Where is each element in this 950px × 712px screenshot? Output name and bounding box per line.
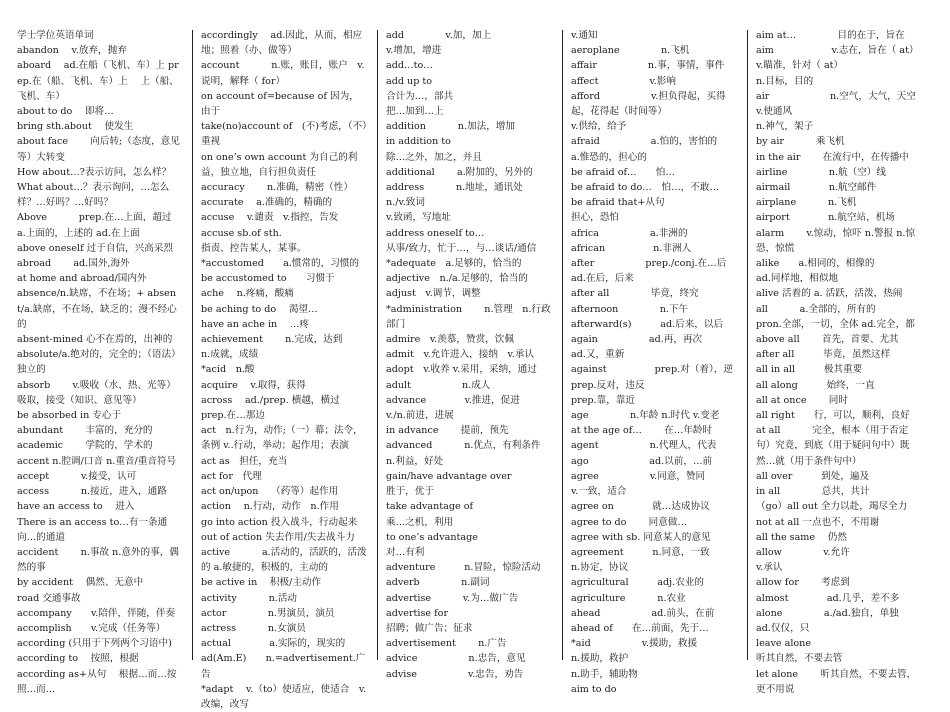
vocab-entry: alarm v.惊动，惊吓 n.警报 n.惊恐，惊慌 [756,227,916,254]
vocab-entry: agree with sb. 同意某人的意见 [571,531,711,543]
vocab-entry: be afraid to do… 怕…，不敢… [571,182,720,194]
vocab-entry: actress n.女演员 [201,622,306,634]
vocab-entry: leave alone [756,638,812,650]
vocab-entry: advanced n.优点，有利条件 [386,440,541,452]
vocab-entry: all over 到处，遍及 [756,470,870,482]
vocab-entry: accept v.接受，认可 [17,470,137,482]
vocab-entry: all in all 极其重要 [756,364,863,376]
vocab-entry: actual a.实际的，现实的 [201,638,346,650]
vocab-entry: ahead of 在…前面，先于… [571,622,709,634]
vocab-entry: africa a.非洲的 [571,227,688,239]
vocab-entry: road 交通事故 [17,592,81,604]
vocab-entry: 胜于，优于 [386,486,434,498]
vocab-entry: v.致函，写地址 [386,212,451,224]
vocab-entry: agree v.同意，赞同 [571,470,706,482]
vocab-entry: gain/have advantage over [386,470,512,482]
vocab-entry: not at all 一点也不，不用谢 [756,516,880,528]
vocab-entry: at home and abroad/国内外 [17,273,147,285]
vocab-entry: to one’s advantage [386,531,478,543]
vocab-entry: agree to do 同意做… [571,516,688,528]
vocab-entry: n.目标，目的 [756,75,814,87]
vocab-entry: There is an access to…有一条通向…的通道 [17,516,168,543]
vocab-entry: a.惟恐的，担心的 [571,151,647,163]
vocab-entry: agreement n.同意，一致 [571,546,710,558]
vocab-entry: above all 首先，首要、尤其 [756,334,899,346]
vocab-entry: act for 代理 [201,470,262,482]
vocab-entry: v.增加，增进 [386,45,442,57]
vocab-entry: *adequate a.足够的，恰当的 [386,258,522,270]
vocab-entry: accident n.事故 n.意外的事，偶然的事 [17,546,179,574]
vocab-entry: aim at… 目的在于，旨在 [756,30,905,41]
vocab-entry: v.瞄准，针对（ at） [756,60,844,72]
vocab-entry: accomplish v.完成（任务等） [17,622,166,634]
vocab-entry: aim to do [571,683,617,695]
vocab-entry: adventure n.冒险，惊险活动 [386,562,541,574]
vocab-entry: adult n.成人 [386,379,491,391]
vocab-entry: after all 毕竟，终究 [571,288,699,300]
vocab-column-1 [17,28,183,695]
vocab-entry: agricultural adj.农业的 [571,577,704,589]
vocab-entry: in the air 在流行中，在传播中 [756,151,910,163]
vocab-entry: 听其自然，不要去管 [756,653,843,665]
vocab-entry: aboard ad.在船（飞机、车）上 prep.在（船、飞机、车）上 上（船、飞机、车） [17,60,179,102]
vocab-entry: again ad.再，再次 [571,334,703,346]
vocab-entry: afford v.担负得起，买得起，花得起（时间等） [571,90,726,118]
vocab-entry: Above prep.在…上面，超过 a.上面的，上述的 ad.在上面 [17,212,172,239]
vocab-entry: add v.加，加上 [386,30,492,41]
vocab-entry: have an ache in …疼 [201,318,310,330]
vocab-column-4 [571,28,737,695]
vocab-entry: bring sth.about 使发生 [17,121,134,133]
vocab-entry: after prep./conj.在…后 [571,258,727,270]
vocab-entry: academic 学院的，学术的 [17,440,153,452]
vocab-entry: prep.在…那边 [201,410,265,422]
vocab-entry: act n.行为，动作;（一）幕；法令，条例 v..行动，举动；起作用；表演 [201,425,363,452]
vocab-entry: 担心，恐怕 [571,212,619,224]
vocab-entry: prep.靠，靠近 [571,394,635,406]
vocab-entry: about to do 即将… [17,106,114,118]
vocab-entry: 招聘；做广告；征求 [386,622,473,634]
vocab-entry: at all 完全，根本（用于否定句）究竟，到底（用于疑问句中）既然…就（用于条件句中） [756,425,910,467]
vocab-entry: by air 乘飞机 [756,136,845,148]
vocab-entry: n.利益，好处 [386,455,444,467]
vocab-entry: out of action 失去作用/失去战斗力 [201,531,355,543]
vocab-entry: about face 向后转;（态度，意见等）大转变 [17,136,180,163]
vocab-entry: n.助手，辅助物 [571,668,638,680]
vocab-entry: agriculture n.农业 [571,592,686,604]
vocab-entry: airmail n.航空邮件 [756,182,877,194]
vocab-entry: affair n.事，事情，事件 [571,60,725,72]
vocab-entry: advertise for [386,607,449,619]
vocab-entry: active a.活动的，活跃的，活泼的 a.敏捷的，积极的，主动的 [201,546,367,574]
vocab-entry: n.援助，救护 [571,653,629,665]
vocab-column-5 [756,28,922,695]
vocab-entry: access n.接近，进入，通路 [17,486,167,498]
vocab-entry: be accustomed to 习惯于 [201,273,335,285]
vocab-entry: agent n.代理人，代表 [571,440,717,452]
vocab-entry: accordingly ad.因此，从而，相应地；照着（办、做等） [201,30,363,57]
vocab-entry: v./n.前进，进展 [386,410,454,422]
vocab-entry: according to 按照，根据 [17,653,139,665]
vocab-entry: all right 行，可以，顺利，良好 [756,410,910,422]
vocab-entry: v.供给，给予 [571,121,627,133]
vocab-entry: absolute/a.绝对的，完全的；（语法）独立的 [17,349,181,376]
vocab-entry: allow for 考虑到 [756,577,850,589]
vocab-entry: add…to… [386,60,433,72]
vocab-entry: v.使通风 [756,106,793,118]
vocab-entry: have an access to 进入 [17,501,135,513]
vocab-entry: action n.行动，动作 n.作用 [201,501,339,513]
vocab-entry: 对…有利 [386,546,425,558]
vocab-entry: on account of=because of 因为，由于 [201,90,359,118]
vocab-entry: account n.账，账目，账户 v.说明，解释（ for） [201,60,365,87]
vocab-entry: ache n.疼痛，酸痛 [201,288,294,300]
vocab-entry: all the same 仍然 [756,531,847,543]
vocab-entry: advise v.忠告，劝告 [386,668,524,680]
vocab-entry: accent n.腔调/口音 n.重音/重音符号 [17,455,177,467]
vocab-entry: pron.全部，一切，全体 ad.完全，都 [756,318,915,330]
vocab-entry: according as+从句 根据…而…按照…而… [17,668,177,695]
vocab-entry: abroad ad.国外,海外 [17,258,130,270]
column-divider [192,30,193,660]
vocab-entry: afraid a.怕的，害怕的 [571,136,718,148]
vocab-entry: in advance 提前，预先 [386,425,509,437]
vocab-entry: 把…加到…上 [386,106,444,118]
vocab-entry: admire v.羡慕，赞赏，饮佩 [386,334,514,346]
vocab-entry: in all 总共，共计 [756,486,870,498]
vocab-entry: activity n.活动 [201,592,298,604]
vocab-entry: advertise v.为…做广告 [386,592,519,604]
vocab-entry: add up to [386,75,433,87]
vocab-entry: （go）all out 全力以赴，竭尽全力 [756,501,908,513]
vocab-entry: address n.地址，通讯处 [386,182,523,194]
vocab-entry: ad(Am.E) n.=advertisement.广告 [201,653,366,680]
vocab-entry: 从事/致力，忙于…，与…谈话/通信 [386,242,537,254]
vocab-entry: ad.在后，后来 [571,273,634,285]
vocab-entry: alike a.相同的，相像的 [756,258,875,270]
vocab-entry: acquire v.取得，获得 [201,379,306,391]
vocab-entry: ad.同样地，相似地 [756,273,839,285]
vocab-entry: 合计为…，部共 [386,90,454,102]
vocab-entry: accuse v.谴责 v.指控，告发 [201,212,339,224]
vocab-entry: accuracy n.准确，精密（性） [201,182,353,194]
vocab-entry: How about…?表示访问，怎么样？ [17,166,172,178]
vocab-entry: achievement n.完成，达到 [201,334,343,346]
vocab-entry: afterward(s) ad.后来，以后 [571,318,724,330]
vocab-entry: by accident 偶然、无意中 [17,577,144,589]
vocab-entry: absent-mined 心不在焉的，出神的 [17,334,173,346]
vocab-entry: addition n.加法，增加 [386,121,515,133]
vocab-entry: abundant 丰富的，充分的 [17,425,153,437]
vocab-entry: act on/upon （药等）起作用 [201,486,339,498]
vocab-entry: accompany v.陪伴，伴随，伴奏 [17,607,176,619]
vocab-entry: all along 始终，一直 [756,379,875,391]
vocab-entry: advance v.推进，促进 [386,394,520,406]
vocab-entry: 学士学位英语单词 [17,30,94,41]
vocab-entry: across ad./prep. 横越，横过 [201,394,340,406]
vocab-entry: abandon v.放弃，抛弃 [17,45,127,57]
vocab-entry: 除…之外，加之，并且 [386,151,482,163]
vocab-entry: ahead ad.前头，在前 [571,607,715,619]
vocab-entry: agree on 就…达成协议 [571,501,710,513]
vocab-entry: airplane n.飞机 [756,197,857,209]
vocab-entry: 指责、控告某人，某事。 [201,242,307,254]
vocab-entry: advice n.忠告，意见 [386,653,526,665]
vocab-entry: act as 担任，充当 [201,455,288,467]
vocab-entry: n./v.致词 [386,197,425,209]
vocab-entry: affect v.影响 [571,75,676,87]
vocab-entry: adverb n.副词 [386,577,490,589]
vocab-entry: advertisement n.广告 [386,638,507,650]
vocab-column-2 [201,28,367,710]
vocab-entry: be absorbed in 专心于 [17,410,122,422]
vocab-entry: almost ad.几乎，差不多 [756,592,900,604]
vocab-entry: adopt v.收养 v.采用，采纳，通过 [386,364,537,376]
vocab-entry: v.一致，适合 [571,486,627,498]
vocab-entry: aim v.志在，旨在（ at） [756,45,919,57]
vocab-entry: What about…？表示询问，…怎么样？…好吗？…好吗？ [17,182,170,209]
vocab-entry: *acid n.酸 [201,364,255,376]
vocab-entry: on one’s own account 为自己的利益，独立地，自行担负责任 [201,151,358,178]
vocab-entry: according (只用于下列两个习语中) [17,638,172,650]
vocab-entry: be afraid that+从句 [571,197,665,209]
vocab-entry: adjust v.调节，调整 [386,288,481,300]
vocab-entry: *accustomed a.惯常的，习惯的 [201,258,360,270]
vocab-column-3 [386,28,552,680]
vocab-entry: air n.空气，大气，天空 [756,90,916,102]
vocab-entry: n.成就，成绩 [201,349,259,361]
vocab-entry: ad.又，重新 [571,349,625,361]
vocab-entry: actor n.男演员，演员 [201,607,335,619]
column-divider [747,30,748,660]
vocab-entry: be aching to do 渴望… [201,303,318,315]
vocab-entry: alive 活着的 a. 活跃，活泼，热闹 [756,288,903,300]
vocab-entry: alone a./ad.独自，单独 [756,607,899,619]
vocab-entry: all a.全部的，所有的 [756,303,876,315]
vocab-entry: absorb v.吸收（水、热、光等）吸取，接受（知识、意见等） [17,379,176,406]
vocab-entry: accuse sb.of sth. [201,227,282,239]
vocab-entry: *administration n.管理 n.行政部门 [386,303,551,330]
vocab-entry: 乘…之机，利用 [386,516,454,528]
vocab-entry: in addition to [386,136,451,148]
vocab-entry: age n.年龄 n.时代 v.变老 [571,410,720,422]
vocab-entry: let alone 听其自然，不要去管，更不用说 [756,668,917,695]
vocab-entry: adjective n./a.足够的，恰当的 [386,273,528,285]
vocab-entry: african n.非洲人 [571,242,692,254]
vocab-entry: *adapt v.（to）使适应，使适合 v.改编，改写 [201,683,367,710]
vocab-entry: take advantage of [386,501,474,513]
vocab-entry: n.神气，架子 [756,121,814,133]
vocab-entry: be afraid of… 怕… [571,166,675,178]
vocab-entry: ago ad.以前，…前 [571,455,713,467]
vocab-entry: address oneself to… [386,227,485,239]
vocab-entry: all at once 同时 [756,394,848,406]
vocab-entry: afternoon n.下午 [571,303,689,315]
vocab-entry: allow v.允许 [756,546,850,558]
vocab-entry: be active in 积极/主动作 [201,577,322,589]
vocab-entry: aeroplane n.飞机 [571,45,690,57]
vocab-entry: additional a.附加的，另外的 [386,166,533,178]
vocab-entry: v.通知 [571,30,598,41]
vocab-entry: against prep.对（着），逆 [571,364,733,376]
vocab-entry: admit v.允许进入，接纳 v.承认 [386,349,535,361]
vocab-entry: go into action 投入战斗，行动起来 [201,516,358,528]
vocab-entry: v.承认 [756,562,783,574]
vocab-entry: ad.仅仅，只 [756,622,810,634]
vocab-entry: take(no)account of (不)考虑，（不）重视 [201,121,367,148]
vocab-entry: after all 毕竟，虽然这样 [756,349,891,361]
vocab-entry: prep.反对，违反 [571,379,645,391]
column-divider [562,30,563,660]
vocab-entry: n.协定，协议 [571,562,629,574]
vocab-entry: *aid v.援助，救援 [571,638,698,650]
vocab-entry: absence/n.缺席，不在场；+ absent/a.缺席，不在场，缺乏的；漫不经心的 [17,288,177,330]
column-divider [377,30,378,660]
vocab-entry: above oneself 过于自信，兴高采烈 [17,242,174,254]
vocab-entry: airline n.航（空）线 [756,166,886,178]
vocab-entry: airport n.航空站，机场 [756,212,895,224]
vocab-entry: accurate a.准确的，精确的 [201,197,333,209]
vocab-entry: at the age of… 在…年龄时 [571,425,713,437]
